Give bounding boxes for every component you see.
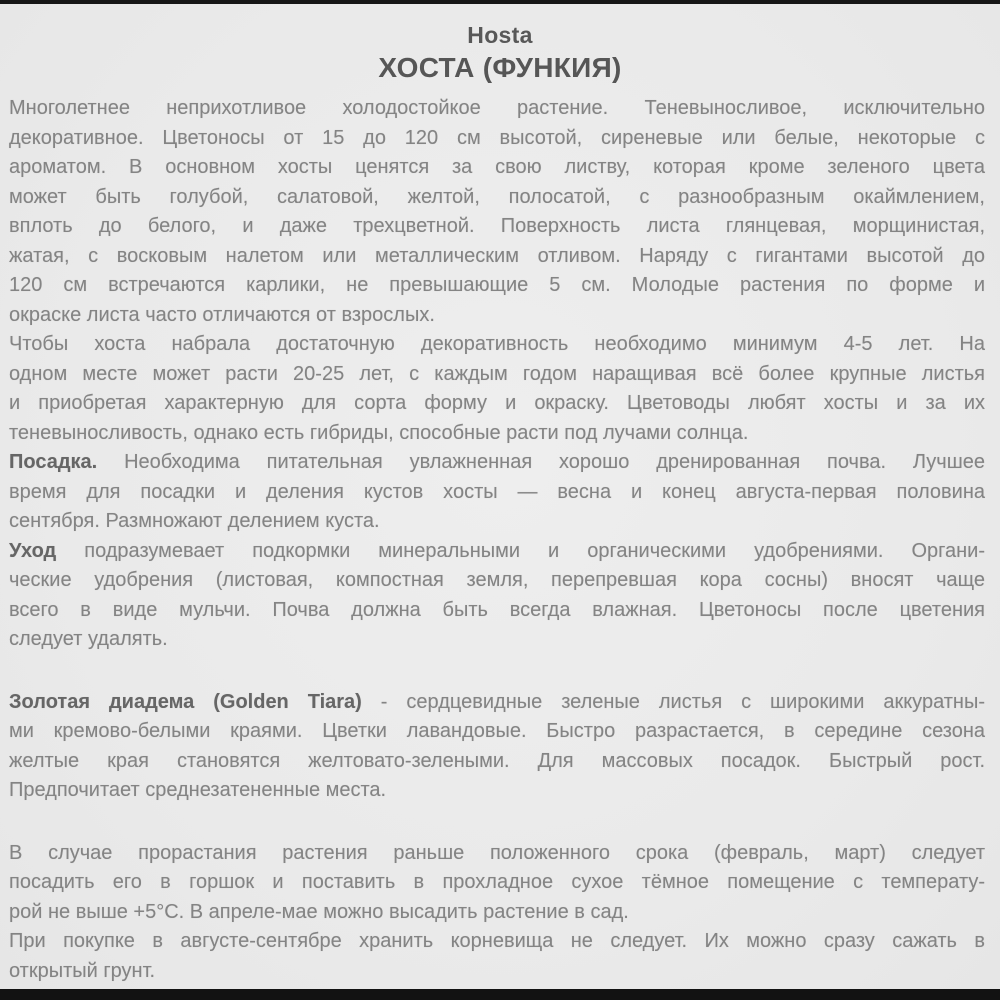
bottom-edge-bar — [0, 989, 1000, 1000]
text-line: ароматом. В основном хосты ценятся за свою листву, которая кроме зеленого цвета — [9, 156, 985, 178]
text-line: одном месте может расти 20-25 лет, с каждым годом наращивая всё более крупные листья — [9, 362, 985, 385]
line-text: - сердцевидные зеленые листья с широкими аккуратны- — [361, 690, 985, 713]
text-line: окраске листа часто отличаются от взрослых. — [9, 303, 435, 326]
text-line: жатая, с восковым налетом или металлическим отливом. Наряду с гигантами высотой до — [9, 244, 985, 267]
text-line: Предпочитает среднезатененные места. — [9, 779, 387, 801]
text-line: вплоть до белого, и даже трехцветной. Поверхность листа глянцевая, морщинистая, — [9, 215, 985, 237]
text-line — [9, 688, 985, 718]
text-line: теневыносливость, однако есть гибриды, способные расти под лучами солнца. — [9, 421, 749, 444]
paragraph — [9, 330, 985, 448]
text-line: декоративное. Цветоносы от 15 до 120 см высотой, сиреневые или белые, некоторые с — [9, 126, 985, 149]
body-text — [9, 94, 985, 986]
top-edge-bar — [0, 0, 1000, 4]
text-line: может быть голубой, салатовой, желтой, полосатой, с разнообразным окаймлением, — [9, 185, 985, 208]
title-russian: ХОСТА (ФУНКИЯ) — [378, 52, 622, 83]
paragraph — [9, 448, 985, 537]
text-line: Чтобы хоста набрала достаточную декоративность необходимо минимум 4-5 лет. На — [9, 333, 985, 355]
text-line: всего в виде мульчи. Почва должна быть всегда влажная. Цветоносы после цветения — [9, 598, 985, 621]
paragraph — [9, 537, 985, 655]
title-latin: Hosta — [467, 22, 533, 48]
text-line: желтые края становятся желтовато-зелеными. Для массовых посадок. Быстрый рост. — [9, 749, 985, 772]
text-line: 120 см встречаются карлики, не превышающие 5 см. Молодые растения по форме и — [9, 274, 985, 296]
text-line: сентября. Размножают делением куста. — [9, 510, 380, 532]
text-line: открытый грунт. — [9, 959, 156, 982]
text-line: рой не выше +5°С. В апреле-мае можно высадить растение в сад. — [9, 900, 629, 923]
paragraph — [9, 839, 985, 928]
paragraph-lead: Золотая диадема (Golden Tiara) — [9, 690, 362, 713]
paragraph-lead: Посадка. — [9, 451, 98, 473]
paragraph — [9, 688, 985, 806]
text-line: В случае прорастания растения раньше положенного срока (февраль, март) следует — [9, 841, 985, 864]
paragraph-lead: Уход — [9, 539, 57, 562]
text-line: При покупке в августе-сентябре хранить корневища не следует. Их можно сразу сажать в — [9, 930, 985, 952]
text-line: время для посадки и деления кустов хосты — весна и конец августа-первая половина — [9, 480, 985, 503]
text-line: посадить его в горшок и поставить в прохладное сухое тёмное помещение с температу- — [9, 871, 985, 893]
text-line: ческие удобрения (листовая, компостная земля, перепревшая кора сосны) вносят чаще — [9, 569, 985, 591]
text-line: следует удалять. — [9, 628, 168, 650]
text-line: Многолетнее неприхотливое холодостойкое растение. Теневыносливое, исключительно — [9, 97, 985, 119]
paragraph — [9, 94, 985, 330]
text-line: ми кремово-белыми краями. Цветки лавандовые. Быстро разрастается, в середине сезона — [9, 720, 985, 742]
text-line — [9, 448, 985, 478]
paragraph — [9, 927, 985, 986]
text-line — [9, 537, 985, 567]
line-text: Необходима питательная увлажненная хорошо дренированная почва. Лучшее — [97, 451, 985, 473]
line-text: подразумевает подкормки минеральными и органическими удобрениями. Органи- — [56, 539, 985, 562]
text-line: и приобретая характерную для сорта форму и окраску. Цветоводы любят хосты и за их — [9, 392, 985, 414]
